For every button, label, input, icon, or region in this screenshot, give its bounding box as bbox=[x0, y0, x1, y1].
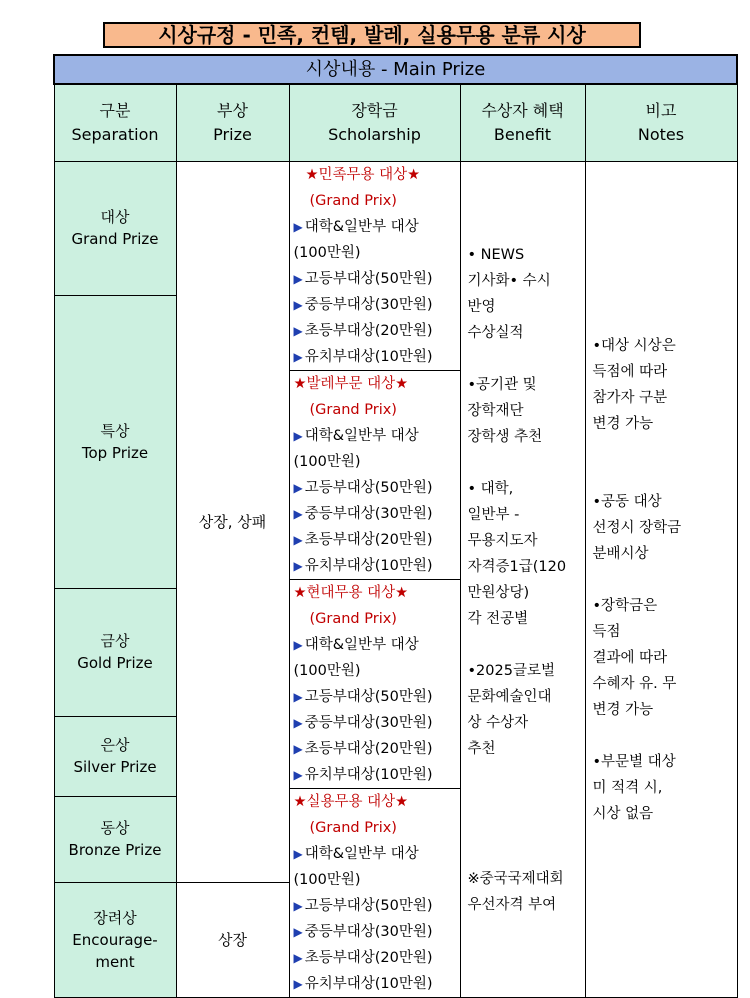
note-line: 미 적격 시, bbox=[592, 779, 663, 796]
header-benefit: 수상자 혜택 Benefit bbox=[460, 84, 585, 162]
notes-column bbox=[585, 162, 737, 998]
benefit-line bbox=[468, 632, 585, 658]
arrow-right-icon: ▶ bbox=[293, 220, 303, 234]
prize-certificate: 상장 bbox=[176, 882, 289, 997]
note-line: •부문별 대상 bbox=[592, 753, 676, 770]
benefit-line bbox=[468, 346, 585, 372]
benefit-line: 장학재단 bbox=[467, 402, 524, 419]
benefit-line: 만원상당) bbox=[467, 584, 530, 601]
scholarship-line: ▶ 유치부대상(10만원) bbox=[293, 976, 433, 992]
note-line: •대상 시상은 bbox=[592, 337, 676, 354]
scholarship-line: ▶ 고등부대상(50만원) bbox=[293, 480, 433, 496]
benefit-line bbox=[468, 814, 585, 840]
arrow-right-icon: ▶ bbox=[293, 951, 303, 965]
benefit-line: 자격증1급(120 bbox=[467, 558, 567, 575]
arrow-right-icon: ▶ bbox=[293, 272, 303, 286]
note-line: 득점 bbox=[592, 623, 621, 640]
scholarship-line: ▶ 고등부대상(50만원) bbox=[293, 689, 433, 705]
scholarship-line: ▶ 고등부대상(50만원) bbox=[293, 898, 433, 914]
arrow-right-icon: ▶ bbox=[293, 690, 303, 704]
scholarship-column bbox=[289, 162, 460, 998]
note-line: 참가자 구분 bbox=[592, 389, 668, 406]
header-separation: 구분 Separation bbox=[54, 84, 176, 162]
separation-gold: 금상 Gold Prize bbox=[54, 589, 176, 716]
note-line: 변경 가능 bbox=[592, 415, 654, 432]
scholarship-line: ▶ 중등부대상(30만원) bbox=[293, 297, 433, 313]
note-line bbox=[593, 723, 737, 749]
prize-plaque: 상장, 상패 bbox=[176, 162, 289, 883]
benefit-line: ※중국국제대회 bbox=[467, 870, 564, 887]
scholarship-group-subtitle: (Grand Prix) bbox=[309, 193, 397, 209]
scholarship-group bbox=[290, 580, 460, 789]
note-line bbox=[593, 437, 737, 463]
scholarship-line: ▶ 초등부대상(20만원) bbox=[293, 950, 433, 966]
note-line bbox=[593, 567, 737, 593]
benefit-line: 수상실적 bbox=[467, 324, 524, 341]
scholarship-group-title: ★현대무용 대상★ bbox=[293, 585, 409, 601]
note-line: 결과에 따라 bbox=[592, 649, 668, 666]
benefit-line: 기사화• 수시 bbox=[467, 272, 551, 289]
arrow-right-icon: ▶ bbox=[293, 925, 303, 939]
scholarship-group-subtitle: (Grand Prix) bbox=[309, 611, 397, 627]
note-line: 분배시상 bbox=[592, 545, 649, 562]
scholarship-group-title: ★발레부문 대상★ bbox=[293, 376, 409, 392]
arrow-right-icon: ▶ bbox=[293, 977, 303, 991]
arrow-right-icon: ▶ bbox=[293, 429, 303, 443]
scholarship-group bbox=[290, 162, 460, 371]
arrow-right-icon: ▶ bbox=[293, 559, 303, 573]
scholarship-group bbox=[290, 789, 460, 997]
scholarship-line: ▶ 초등부대상(20만원) bbox=[293, 741, 433, 757]
arrow-right-icon: ▶ bbox=[293, 638, 303, 652]
benefit-line: • NEWS bbox=[467, 246, 525, 263]
scholarship-group bbox=[290, 371, 460, 580]
scholarship-line: ▶ 대학&일반부 대상 bbox=[293, 428, 419, 444]
arrow-right-icon: ▶ bbox=[293, 533, 303, 547]
separation-silver: 은상 Silver Prize bbox=[54, 716, 176, 796]
separation-top: 특상 Top Prize bbox=[54, 295, 176, 589]
benefit-line: • 대학, bbox=[467, 480, 514, 497]
benefit-line: 각 전공별 bbox=[467, 610, 529, 627]
arrow-right-icon: ▶ bbox=[293, 350, 303, 364]
scholarship-line: ▶ 중등부대상(30만원) bbox=[293, 715, 433, 731]
scholarship-group-title: ★민족무용 대상★ bbox=[305, 167, 421, 183]
note-line: 득점에 따라 bbox=[592, 363, 668, 380]
benefit-line bbox=[468, 762, 585, 788]
separation-bronze: 동상 Bronze Prize bbox=[54, 796, 176, 882]
separation-encouragement: 장려상 Encourage- ment bbox=[54, 882, 176, 997]
benefit-line: 우선자격 부여 bbox=[467, 896, 557, 913]
note-line: 시상 없음 bbox=[592, 805, 654, 822]
benefit-line bbox=[468, 788, 585, 814]
benefit-line: 무용지도자 bbox=[467, 532, 538, 549]
benefit-line: •공기관 및 bbox=[467, 376, 537, 393]
arrow-right-icon: ▶ bbox=[293, 899, 303, 913]
scholarship-group-title: ★실용무용 대상★ bbox=[293, 794, 409, 810]
scholarship-line: (100만원) bbox=[293, 454, 361, 470]
note-line: 수혜자 유. 무 bbox=[592, 675, 677, 692]
header-prize: 부상 Prize bbox=[176, 84, 289, 162]
note-line: 변경 가능 bbox=[592, 701, 654, 718]
scholarship-line: ▶ 대학&일반부 대상 bbox=[293, 637, 419, 653]
note-line: •장학금은 bbox=[592, 597, 658, 614]
benefit-line bbox=[468, 450, 585, 476]
arrow-right-icon: ▶ bbox=[293, 481, 303, 495]
arrow-right-icon: ▶ bbox=[293, 716, 303, 730]
page-title: 시상규정 - 민족, 컨템, 발레, 실용무용 분류 시상 bbox=[103, 22, 641, 48]
arrow-right-icon: ▶ bbox=[293, 298, 303, 312]
scholarship-line: ▶ 중등부대상(30만원) bbox=[293, 506, 433, 522]
scholarship-line: ▶ 유치부대상(10만원) bbox=[293, 558, 433, 574]
benefit-line: 상 수상자 bbox=[467, 714, 529, 731]
scholarship-line: ▶ 초등부대상(20만원) bbox=[293, 532, 433, 548]
arrow-right-icon: ▶ bbox=[293, 768, 303, 782]
benefit-line: 반영 bbox=[467, 298, 496, 315]
header-notes: 비고 Notes bbox=[585, 84, 737, 162]
note-line: 선정시 장학금 bbox=[592, 519, 682, 536]
arrow-right-icon: ▶ bbox=[293, 742, 303, 756]
arrow-right-icon: ▶ bbox=[293, 847, 303, 861]
section-title: 시상내용 - Main Prize bbox=[54, 55, 737, 84]
benefit-line: 일반부 - bbox=[467, 506, 520, 523]
scholarship-line: ▶ 대학&일반부 대상 bbox=[293, 219, 419, 235]
header-scholarship: 장학금 Scholarship bbox=[289, 84, 460, 162]
benefit-line bbox=[468, 840, 585, 866]
prize-table bbox=[53, 54, 738, 998]
note-line: •공동 대상 bbox=[592, 493, 662, 510]
arrow-right-icon: ▶ bbox=[293, 507, 303, 521]
arrow-right-icon: ▶ bbox=[293, 324, 303, 338]
scholarship-group-subtitle: (Grand Prix) bbox=[309, 820, 397, 836]
scholarship-line: ▶ 고등부대상(50만원) bbox=[293, 271, 433, 287]
scholarship-line: ▶ 유치부대상(10만원) bbox=[293, 349, 433, 365]
benefit-line: 문화예술인대 bbox=[467, 688, 552, 705]
scholarship-line: (100만원) bbox=[293, 663, 361, 679]
benefit-line: 추천 bbox=[467, 740, 496, 757]
scholarship-line: (100만원) bbox=[293, 245, 361, 261]
scholarship-line: (100만원) bbox=[293, 872, 361, 888]
scholarship-group-subtitle: (Grand Prix) bbox=[309, 402, 397, 418]
scholarship-line: ▶ 유치부대상(10만원) bbox=[293, 767, 433, 783]
benefit-column bbox=[460, 162, 585, 998]
note-line bbox=[593, 463, 737, 489]
scholarship-line: ▶ 대학&일반부 대상 bbox=[293, 846, 419, 862]
scholarship-line: ▶ 중등부대상(30만원) bbox=[293, 924, 433, 940]
benefit-line: 장학생 추천 bbox=[467, 428, 543, 445]
scholarship-line: ▶ 초등부대상(20만원) bbox=[293, 323, 433, 339]
separation-grand: 대상 Grand Prize bbox=[54, 162, 176, 296]
benefit-line: •2025글로벌 bbox=[467, 662, 555, 679]
